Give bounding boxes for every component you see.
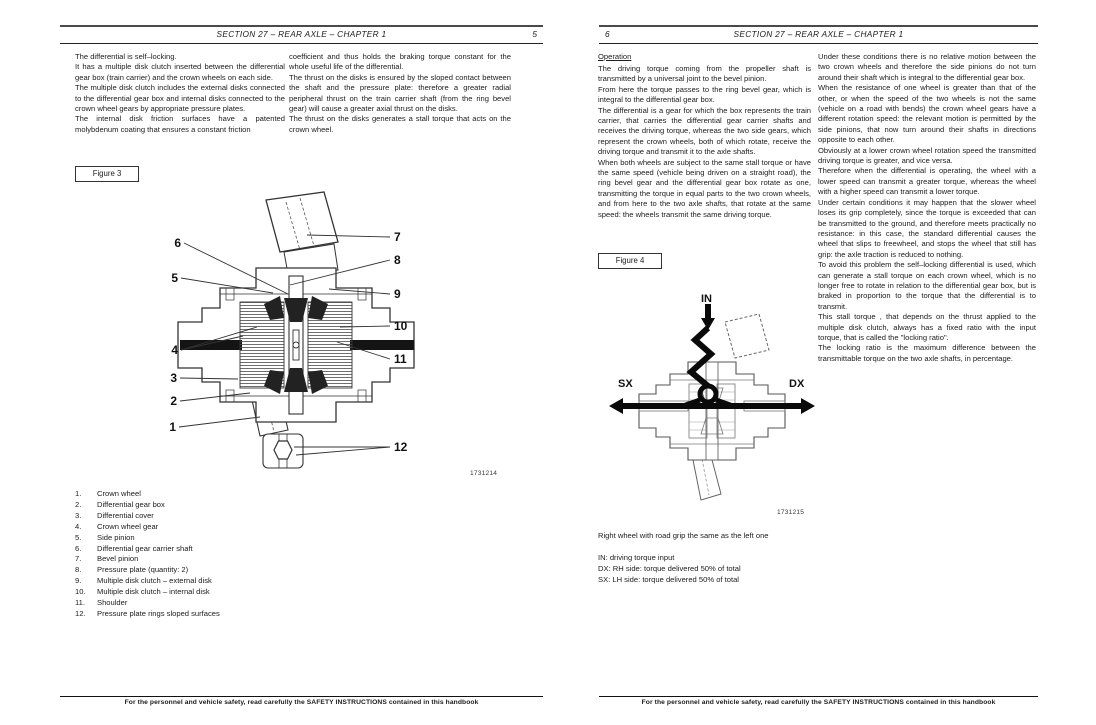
page-number: 6 xyxy=(605,29,610,39)
paragraph: The thrust on the disks is ensured by the sloped contact between the shaft and the pressure plate: therefore a greater radial peripheral thrust on the train carrier shaft (from the ring bevel gear) will cause a greater axial thrust on the disks. xyxy=(289,72,511,114)
right-column xyxy=(818,52,1036,364)
figure3-diagram xyxy=(60,190,540,488)
pressure-ring-shape xyxy=(263,434,303,468)
callout-3: 3 xyxy=(170,371,177,385)
callout-7: 7 xyxy=(394,230,401,244)
paragraph: The locking ratio is the maximum difference between the transmittable torque on the two axle shafts, in percentage. xyxy=(818,343,1036,363)
parts-list-item: 7. Bevel pinion xyxy=(75,554,139,564)
paragraph: The thrust on the disks generates a stall torque that acts on the crown wheel. xyxy=(289,114,511,134)
paragraph: The driving torque coming from the propeller shaft is transmitted by a universal joint to the bevel pinion. xyxy=(598,64,811,84)
figure4-diagram xyxy=(605,288,825,510)
parts-list-item: 5. Side pinion xyxy=(75,532,135,542)
page-header xyxy=(599,29,1038,42)
header-rule-bottom xyxy=(599,43,1038,44)
footer-rule xyxy=(60,696,543,697)
parts-list-item: 8. Pressure plate (quantity: 2) xyxy=(75,565,189,575)
callout-10: 10 xyxy=(394,319,408,333)
callout-9: 9 xyxy=(394,287,401,301)
page-number: 5 xyxy=(532,29,537,39)
sx-label: SX xyxy=(618,378,633,390)
parts-list-item: 10. Multiple disk clutch – internal disk xyxy=(75,587,210,597)
paragraph: When the resistance of one wheel is greater than that of the other, or when the speed of the two wheels is not the same (vehicle on a road with bends) the crown wheel gears have a different rotation speed: the relevant motion is permitted by the side pinions, that now turn around their shafts in directions opposite to each other. xyxy=(818,83,1036,145)
paragraph: Under certain conditions it may happen that the slower wheel loses its grip completely, since the torque is exceeded that can be transmitted to the ground, and therefore meets practically no resistance: in this case, the standard differential causes the wheel that slips to freewheel, and stops the wheel that still has grip: the axle traction is reduced to nothing. xyxy=(818,197,1036,259)
header-rule-top xyxy=(599,25,1038,27)
paragraph: coefficient and thus holds the braking torque constant for the whole useful life of the differential. xyxy=(289,52,511,72)
paragraph: Obviously at a lower crown wheel rotation speed the transmitted driving torque is greater, and vice versa. xyxy=(818,145,1036,166)
paragraph: Under these conditions there is no relative motion between the two crown wheels and therefore the side pinions do not turn around their shaft which is integral to the differential gear box. xyxy=(818,52,1036,82)
callout-2: 2 xyxy=(170,394,177,408)
parts-list-item: 6. Differential gear carrier shaft xyxy=(75,543,193,553)
footer-rule xyxy=(599,696,1038,697)
callout-1: 1 xyxy=(169,420,176,434)
callout-4: 4 xyxy=(171,343,178,357)
callout-12: 12 xyxy=(394,440,408,454)
page-header xyxy=(60,29,543,42)
paragraph: Therefore when the differential is operating, the wheel with a lower speed can transmit a greater torque, whereas the wheel with a higher speed can transmit a lower torque. xyxy=(818,166,1036,197)
section-title: SECTION 27 – REAR AXLE – CHAPTER 1 xyxy=(216,29,387,39)
figure4-label: Figure 4 xyxy=(598,253,662,269)
parts-list-item: 9. Multiple disk clutch – external disk xyxy=(75,576,212,586)
paragraph: The internal disk friction surfaces have a patented molybdenum coating that ensures a constant friction xyxy=(75,114,285,134)
callout-5: 5 xyxy=(171,271,178,285)
page-6 xyxy=(597,0,1040,725)
figure3-label: Figure 3 xyxy=(75,166,139,182)
left-column xyxy=(75,52,285,135)
header-rule-bottom xyxy=(60,43,543,44)
section-title: SECTION 27 – REAR AXLE – CHAPTER 1 xyxy=(733,29,904,39)
parts-list-item: 11. Shoulder xyxy=(75,598,128,608)
paragraph: To avoid this problem the self–locking differential is used, which can generate a stall torque on each crown wheel, which is no longer free to rotate in relation to the differential gear box, but is braked in proportion to the torque that the differential is to transmit. xyxy=(818,260,1036,311)
callout-6: 6 xyxy=(174,236,181,250)
cover-tail-shape xyxy=(693,456,721,500)
figure4-caption: Right wheel with road grip the same as the left one xyxy=(598,531,769,540)
legend-line: IN: driving torque input xyxy=(598,553,675,562)
figure4-image-number: 1731215 xyxy=(777,509,805,516)
paragraph: The differential is self–locking. xyxy=(75,52,177,61)
axle-shaft-right xyxy=(350,340,414,350)
parts-list xyxy=(75,489,220,620)
header-rule-top xyxy=(60,25,543,27)
paragraph: From here the torque passes to the ring bevel gear, which is integral to the differential gear box. xyxy=(598,84,811,105)
legend-line: DX: RH side: torque delivered 50% of total xyxy=(598,563,741,573)
bevel-pinion-shape xyxy=(725,314,769,358)
safety-footer: For the personnel and vehicle safety, read carefully the SAFETY INSTRUCTIONS contained in this handbook xyxy=(641,699,996,706)
legend-line: SX: LH side: torque delivered 50% of total xyxy=(598,574,739,584)
callout-11: 11 xyxy=(394,352,407,366)
paragraph: The differential is a gear for which the box represents the train carrier, that carries the differential gear carrier shafts and receives the driving torque, whereas the two side gears, which represent the crown wheels, both of which rotate, receive the driving torque and transmit it to the axle shafts. xyxy=(598,105,811,157)
paragraph: The multiple disk clutch includes the external disks connected to the differential gear box and internal disks connected to the crown wheel gears by appropriate pressure plates. xyxy=(75,83,285,114)
callout-8: 8 xyxy=(394,253,401,267)
page-5 xyxy=(58,0,545,725)
dx-label: DX xyxy=(789,378,805,390)
parts-list-item: 12. Pressure plate rings sloped surfaces xyxy=(75,608,220,618)
safety-footer: For the personnel and vehicle safety, read carefully the SAFETY INSTRUCTIONS contained in this handbook xyxy=(124,699,479,706)
dx-arrowhead xyxy=(801,398,815,414)
paragraph: This stall torque , that depends on the thrust applied to the multiple disk clutch, always has a fixed ratio with the input torque, that is called the "locking ratio". xyxy=(818,312,1036,342)
left-column xyxy=(598,64,811,220)
right-column xyxy=(289,52,511,135)
figure4-legend xyxy=(598,553,741,585)
paragraph: It has a multiple disk clutch inserted between the differential gear box (train carrier) and the crown wheels on each side. xyxy=(75,62,285,82)
sx-arrowhead xyxy=(609,398,623,414)
figure3-image-number: 1731214 xyxy=(470,470,498,477)
paragraph: When both wheels are subject to the same stall torque or have the same speed (vehicle being driven on a straight road), the ring bevel gear and the differential gear box rotate as one, transmitting the torque in equal parts to the two crown wheels, and from here to the two axle shafts, that rotate at the same speed: the wheels transmit the same driving torque. xyxy=(598,157,811,219)
parts-list-item: 2. Differential gear box xyxy=(75,499,165,509)
operation-heading: Operation xyxy=(598,52,632,61)
in-label: IN xyxy=(701,293,712,305)
bevel-pinion-shape xyxy=(266,192,338,274)
parts-list-item: 4. Crown wheel gear xyxy=(75,521,159,531)
parts-list-item: 1. Crown wheel xyxy=(75,489,141,498)
parts-list-item: 3. Differential cover xyxy=(75,510,154,520)
